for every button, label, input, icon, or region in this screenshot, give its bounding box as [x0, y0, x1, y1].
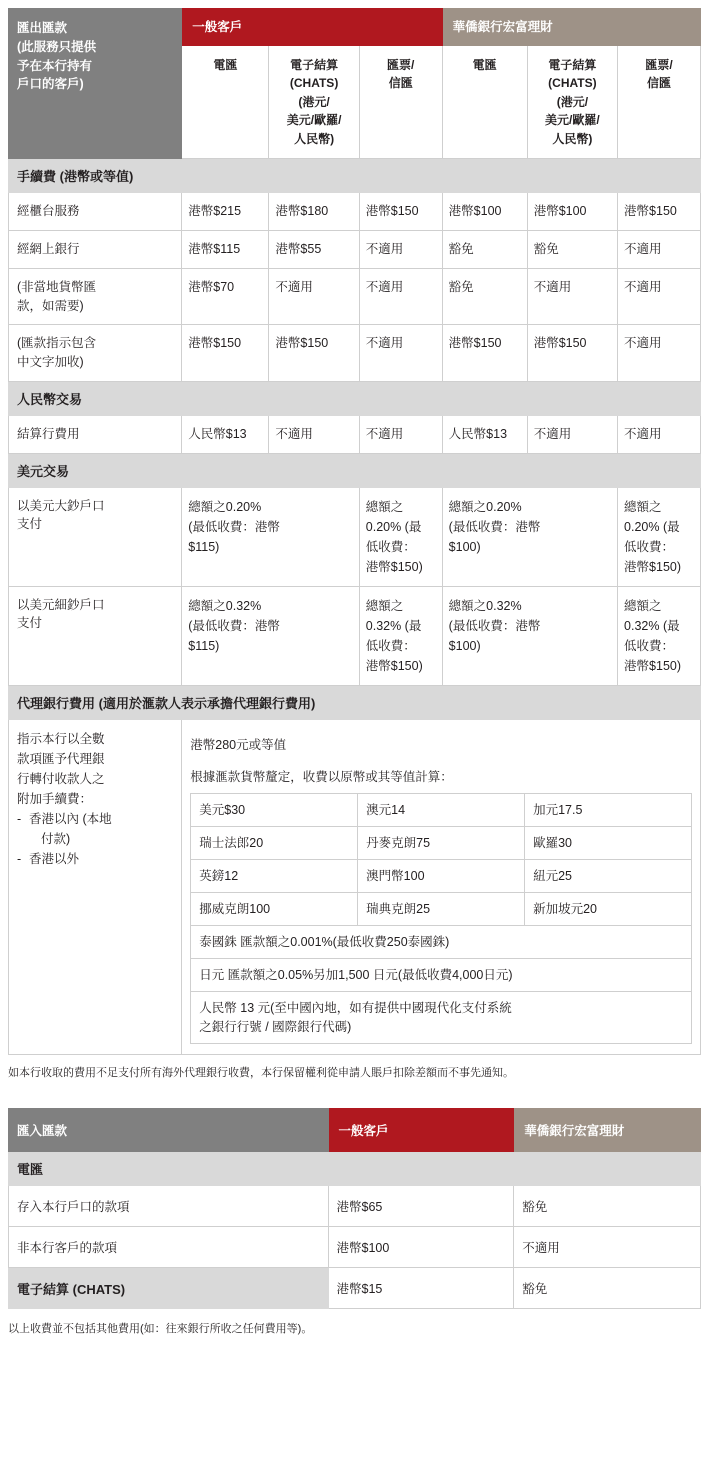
fee-cell: [442, 586, 617, 685]
fee-line: $100): [448, 638, 481, 653]
fee-cell: 港幣$100: [527, 193, 617, 231]
subcol-line: 電子結算: [290, 57, 339, 72]
fee-line: (最低收費：港幣: [448, 618, 541, 633]
table-header-groups: [9, 1109, 701, 1152]
fee-cell: 港幣$55: [269, 231, 359, 269]
fee-line: $100): [448, 539, 481, 554]
currency-cell: 丹麥克朗75: [358, 826, 525, 859]
section-heading-text: 人民幣交易: [9, 381, 701, 415]
fee-cell: [442, 487, 617, 586]
currency-cell-jpy: 日元 匯款額之0.05%另加1,500 日元(最低收費4,000日元): [191, 959, 692, 992]
fee-cell: [618, 586, 701, 685]
section-heading-text: 手續費 (港幣或等值): [9, 159, 701, 193]
fee-cell: 不適用: [359, 268, 442, 325]
row-label-line: 經網上銀行: [17, 242, 80, 257]
subcol-general-chats: [269, 45, 359, 159]
fee-line: 港幣$150): [624, 559, 682, 574]
subcol-line: 信匯: [388, 76, 413, 91]
outgoing-footnote: 如本行收取的費用不足支付所有海外代理銀行收費，本行保留權利從申請人賬戶扣除差額而不事先通知。: [8, 1066, 514, 1079]
currency-line: 人民幣 13 元(至中國內地，如有提供中國現代化支付系統: [199, 1001, 512, 1016]
table-row: [191, 992, 692, 1043]
fee-line: 港幣$150): [365, 658, 423, 673]
agent-label-line: 指示本行以全數: [17, 731, 105, 746]
subcol-line: 電匯: [472, 57, 497, 72]
fee-line: 總額之: [624, 499, 662, 514]
table-row: [9, 325, 701, 382]
fee-cell: 不適用: [618, 325, 701, 382]
subcol-premier-draft: [618, 45, 701, 159]
table-row: [9, 1227, 701, 1268]
fee-line: (最低收費：港幣: [188, 618, 280, 633]
subcol-line: (CHATS): [548, 76, 597, 91]
section-heading-handling-fee: [9, 159, 701, 193]
fee-cell: 人民幣$13: [182, 415, 269, 453]
currency-cell: 澳元14: [358, 793, 525, 826]
currency-cell: 瑞典克朗25: [358, 893, 525, 926]
subcol-line: (CHATS): [289, 76, 339, 91]
agent-bullet-hk: [17, 809, 173, 849]
fee-cell: 不適用: [359, 231, 442, 269]
row-label-line: 以美元大鈔戶口: [17, 498, 105, 513]
row-label-line: (非當地貨幣匯: [17, 279, 97, 294]
fee-cell: 不適用: [618, 268, 701, 325]
fee-cell: [182, 487, 360, 586]
table-row: [9, 193, 701, 231]
row-label-line: 經櫃台服務: [17, 204, 80, 219]
subcol-general-wire: [182, 45, 269, 159]
outgoing-title-line-1: 匯出匯款: [17, 21, 68, 35]
row-label: 存入本行戶口的款項: [9, 1186, 329, 1227]
row-label: 非本行客戶的款項: [9, 1227, 329, 1268]
agent-bullet-line: - 香港以外: [17, 849, 173, 869]
table-row-chats: [9, 1268, 701, 1309]
table-row: [191, 959, 692, 992]
fee-line: 總額之: [365, 499, 404, 514]
table-row: [9, 231, 701, 269]
subcol-line: 人民幣): [294, 131, 335, 146]
fee-cell-premier: 豁免: [514, 1186, 701, 1227]
outgoing-title-line-2: (此服務只提供: [17, 39, 97, 54]
fee-line: 低收費：: [365, 638, 416, 653]
agent-hk-fee: 港幣280元或等值: [190, 737, 287, 752]
section-heading-text: 電匯: [9, 1152, 701, 1186]
incoming-footnote: 以上收費並不包括其他費用(如：往來銀行所收之任何費用等)。: [8, 1323, 313, 1336]
subcol-line: (港元/: [298, 94, 330, 109]
currency-cell: 澳門幣100: [358, 859, 525, 892]
outgoing-title-line-3: 予在本行持有: [17, 58, 93, 73]
subcol-line: 匯票/: [387, 57, 415, 72]
fee-cell: [359, 487, 442, 586]
fee-line: (最低收費：港幣: [188, 519, 280, 534]
section-heading-text: 美元交易: [9, 453, 701, 487]
table-row: [191, 926, 692, 959]
table-row: [9, 268, 701, 325]
row-label: [9, 193, 182, 231]
fee-cell-general: 港幣$100: [328, 1227, 514, 1268]
currency-cell: 瑞士法郎20: [191, 826, 358, 859]
row-label-line: 支付: [17, 517, 43, 532]
fee-line: (最低收費：港幣: [448, 519, 541, 534]
fee-cell: [618, 487, 701, 586]
incoming-title-cell: 匯入匯款: [9, 1109, 329, 1152]
agent-bullet-overseas: [17, 849, 173, 869]
fee-cell: 港幣$70: [182, 268, 269, 325]
subcol-line: 匯票/: [645, 57, 673, 72]
currency-cell: 美元$30: [191, 793, 358, 826]
fee-line: 低收費：: [365, 539, 416, 554]
fee-cell: 不適用: [269, 268, 359, 325]
fee-cell: 港幣$150: [359, 193, 442, 231]
fee-line: 0.20% (最: [624, 519, 680, 534]
section-heading-text: 代理銀行費用 (適用於滙款人表示承擔代理銀行費用): [9, 685, 701, 719]
currency-line: 之銀行行號 / 國際銀行代碼): [199, 1019, 352, 1034]
subcol-line: 電匯: [213, 57, 238, 72]
row-label-line: 以美元細鈔戶口: [17, 597, 105, 612]
fee-line: $115): [188, 638, 220, 653]
row-label-line: 中文字加收): [17, 355, 84, 370]
subcol-line: (港元/: [556, 94, 589, 109]
fee-cell: 港幣$115: [182, 231, 269, 269]
table-row: [191, 893, 692, 926]
agent-bank-details: [182, 719, 701, 1054]
row-label: [9, 415, 182, 453]
fee-line: 低收費：: [624, 539, 675, 554]
agent-bank-row: [9, 719, 701, 1054]
subcol-premier-wire: [442, 45, 527, 159]
fee-cell: 人民幣$13: [442, 415, 527, 453]
outgoing-title-cell: [9, 9, 182, 159]
fee-line: $115): [188, 539, 220, 554]
currency-cell: 歐羅30: [525, 826, 692, 859]
agent-bullet-line: - 香港以內 (本地: [17, 809, 173, 829]
group-header-premier: 華僑銀行宏富理財: [514, 1109, 701, 1152]
table-row: [9, 1186, 701, 1227]
subcol-line: 信匯: [647, 76, 672, 91]
table-row: [9, 487, 701, 586]
fee-line: 總額之: [365, 598, 404, 613]
table-row: [9, 586, 701, 685]
currency-cell-thb: 泰國銖 匯款額之0.001%(最低收費250泰國銖): [191, 926, 692, 959]
section-heading-wire-transfer: [9, 1152, 701, 1186]
subcol-line: 人民幣): [552, 131, 593, 146]
subcol-line: 美元/歐羅/: [286, 113, 342, 128]
fee-line: 0.32% (最: [624, 618, 680, 633]
section-heading-rmb: [9, 381, 701, 415]
outgoing-remittance-table: [8, 8, 701, 1055]
row-label-line: 結算行費用: [17, 426, 80, 441]
agent-label-line: 附加手續費：: [17, 791, 93, 806]
currency-cell: 加元17.5: [525, 793, 692, 826]
row-label: [9, 268, 182, 325]
fee-cell: 港幣$100: [442, 193, 527, 231]
group-header-premier: 華僑銀行宏富理財: [442, 9, 700, 46]
incoming-remittance-table: [8, 1108, 701, 1309]
row-label: [9, 325, 182, 382]
section-heading-chats: 電子結算 (CHATS): [9, 1268, 329, 1309]
currency-fee-table: [190, 793, 692, 1044]
group-header-general: 一般客戶: [182, 9, 442, 46]
fee-cell: 港幣$180: [269, 193, 359, 231]
row-label: [9, 586, 182, 685]
currency-cell: 新加坡元20: [525, 893, 692, 926]
fee-line: 0.20% (最: [365, 519, 422, 534]
fee-line: 總額之0.20%: [448, 499, 522, 514]
fee-line: 總額之0.32%: [188, 598, 262, 613]
fees-document: [0, 8, 709, 1353]
row-label-line: 款，如需要): [17, 298, 84, 313]
fee-cell: 豁免: [442, 231, 527, 269]
fee-line: 港幣$150): [365, 559, 423, 574]
fee-cell: 港幣$150: [269, 325, 359, 382]
fee-line: 0.32% (最: [365, 618, 422, 633]
fee-cell: 不適用: [618, 231, 701, 269]
group-header-general: 一般客戶: [328, 1109, 514, 1152]
currency-cell: 紐元25: [525, 859, 692, 892]
fee-cell: 豁免: [527, 231, 617, 269]
fee-cell: 港幣$150: [618, 193, 701, 231]
row-label-line: 支付: [17, 616, 43, 631]
table-row: [191, 826, 692, 859]
agent-label-line: 行轉付收款人之: [17, 771, 105, 786]
row-label-line: (匯款指示包含: [17, 336, 97, 351]
fee-cell: 不適用: [527, 268, 617, 325]
fee-cell: [359, 586, 442, 685]
fee-cell: 港幣$215: [182, 193, 269, 231]
fee-line: 總額之0.20%: [188, 499, 262, 514]
fee-cell-general: 港幣$15: [328, 1268, 514, 1309]
fee-cell-premier: 不適用: [514, 1227, 701, 1268]
agent-bank-label: [9, 719, 182, 1054]
fee-line: 總額之0.32%: [448, 598, 522, 613]
currency-cell: 英鎊12: [191, 859, 358, 892]
fee-cell: 不適用: [527, 415, 617, 453]
subcol-premier-chats: [527, 45, 617, 159]
fee-cell: 港幣$150: [527, 325, 617, 382]
fee-cell: 不適用: [618, 415, 701, 453]
agent-bullet-line: 付款): [41, 831, 71, 846]
agent-overseas-note: 根據滙款貨幣釐定，收費以原幣或其等值計算：: [190, 769, 453, 784]
fee-line: 低收費：: [624, 638, 675, 653]
table-row: [191, 859, 692, 892]
fee-cell-general: 港幣$65: [328, 1186, 514, 1227]
currency-cell: 挪威克朗100: [191, 893, 358, 926]
row-label: [9, 487, 182, 586]
section-heading-usd: [9, 453, 701, 487]
currency-cell-cny: [191, 992, 692, 1043]
subcol-line: 電子結算: [548, 57, 597, 72]
fee-cell: 豁免: [442, 268, 527, 325]
subcol-general-draft: [359, 45, 442, 159]
table-header-groups: [9, 9, 701, 46]
section-heading-agent-bank: [9, 685, 701, 719]
fee-line: 總額之: [624, 598, 662, 613]
agent-label-line: 款項匯予代理銀: [17, 751, 105, 766]
fee-cell: 不適用: [269, 415, 359, 453]
table-row: [191, 793, 692, 826]
fee-cell-premier: 豁免: [514, 1268, 701, 1309]
fee-cell: 不適用: [359, 325, 442, 382]
outgoing-title-line-4: 戶口的客戶): [17, 77, 84, 92]
row-label: [9, 231, 182, 269]
fee-cell: 港幣$150: [442, 325, 527, 382]
table-row: [9, 415, 701, 453]
fee-cell: 港幣$150: [182, 325, 269, 382]
fee-line: 港幣$150): [624, 658, 682, 673]
subcol-line: 美元/歐羅/: [545, 113, 600, 128]
fee-cell: [182, 586, 360, 685]
fee-cell: 不適用: [359, 415, 442, 453]
